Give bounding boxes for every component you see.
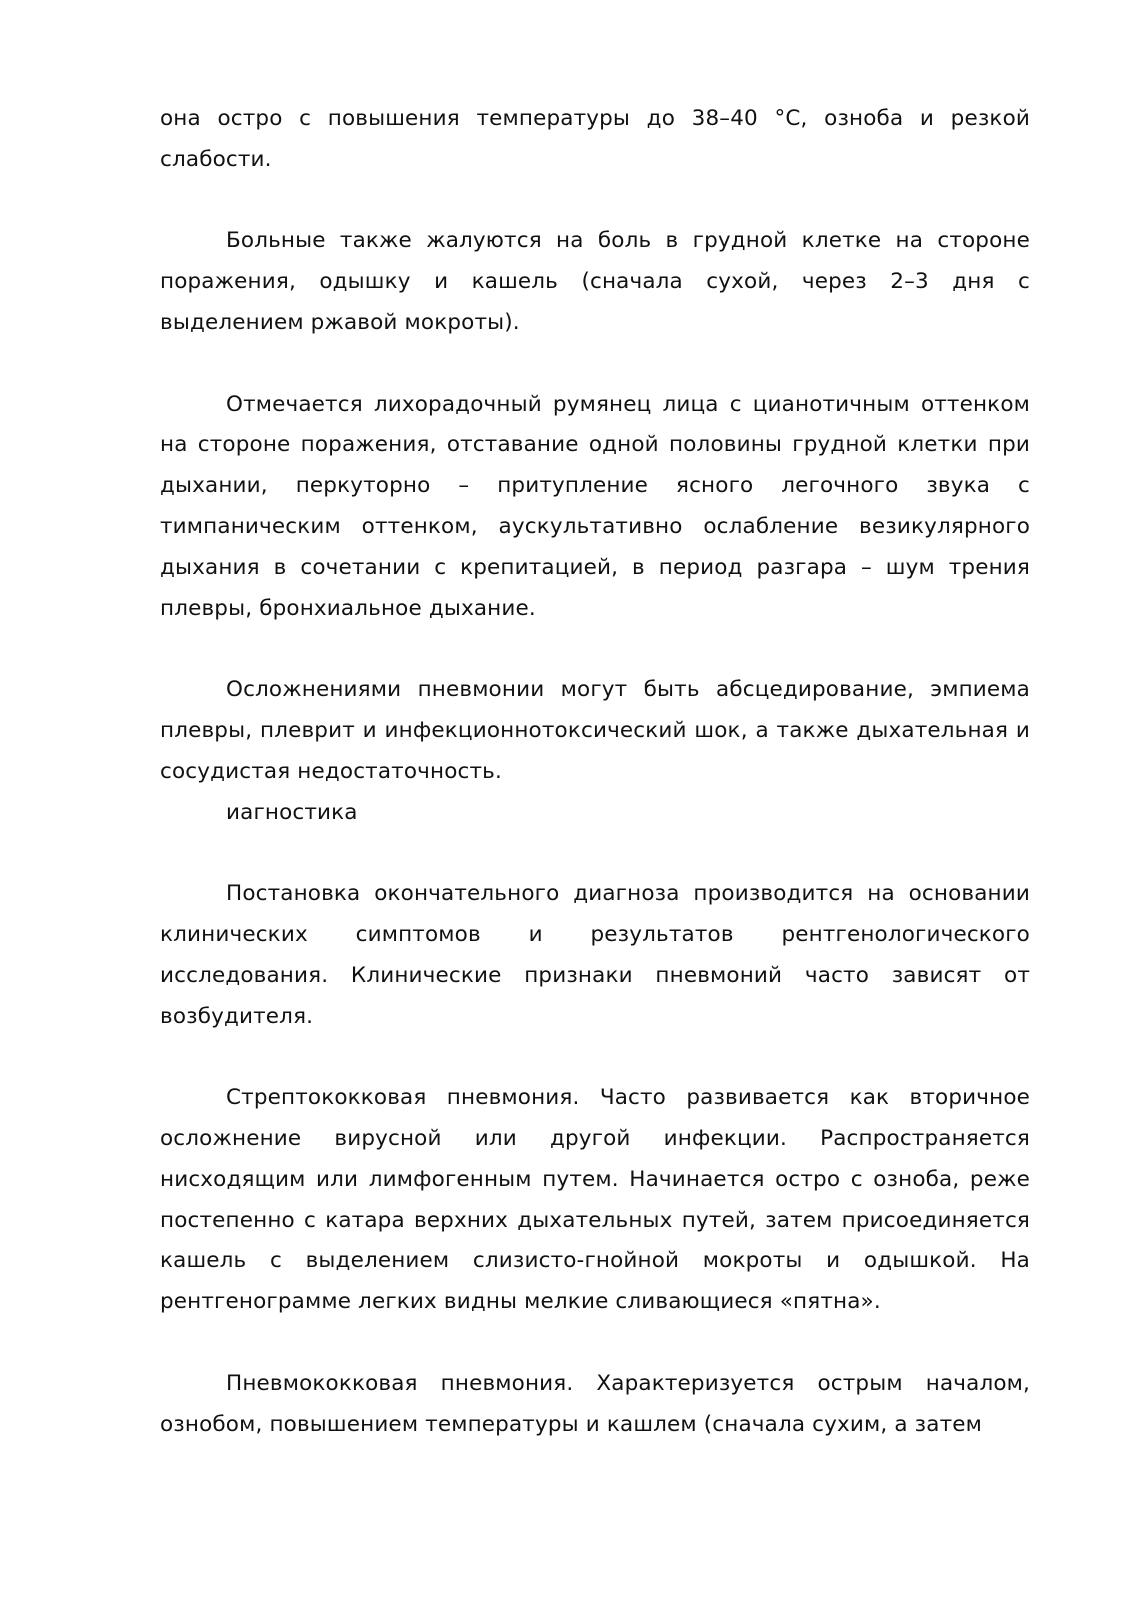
paragraph-gap xyxy=(160,1037,1030,1078)
paragraph-complaints: Больные также жалуются на боль в грудной клетке на стороне поражения, одышку и кашель (сначала сухой, через 2–3 дня с выделением ржавой мокроты). xyxy=(160,228,1030,335)
paragraph-diagnosis: Постановка окончательного диагноза производится на основании клинических симптомов и результатов рентгенологического исследования. Клинические признаки пневмоний часто зависят от возбудителя. xyxy=(160,881,1030,1029)
paragraph-gap xyxy=(160,344,1030,385)
section-heading-diagnostics: иагностика xyxy=(226,799,358,825)
paragraph-gap xyxy=(160,1323,1030,1364)
paragraph-pneumococcal: Пневмококковая пневмония. Характеризуется острым началом, ознобом, повышением температуры и кашлем (сначала сухим, а затем xyxy=(160,1370,1030,1437)
paragraph-gap xyxy=(160,181,1030,222)
paragraph-streptococcal: Стрептококковая пневмония. Часто развивается как вторичное осложнение вирусной или другой инфекции. Распространяется нисходящим или лимфогенным путем. Начинается остро с озноба, реже постепенно с катара верхних дыхательных путей, затем присоединяется кашель с выделением слизисто-гнойной мокроты и одышкой. На рентгенограмме легких видны мелкие сливающиеся «пятна». xyxy=(160,1085,1030,1315)
paragraph-gap xyxy=(160,629,1030,670)
document-page xyxy=(160,99,1030,1445)
paragraph-examination: Отмечается лихорадочный румянец лица с цианотичным оттенком на стороне поражения, отставание одной половины грудной клетки при дыхании, перкуторно – притупление ясного легочного звука с тимпаническим оттенком, аускультативно ослабление везикулярного дыхания в сочетании с крепитацией, в период разгара – шум трения плевры, бронхиальное дыхание. xyxy=(160,391,1030,621)
paragraph-fever-onset: она остро с повышения температуры до 38–40 °С, озноба и резкой слабости. xyxy=(160,106,1030,172)
paragraph-complications: Осложнениями пневмонии могут быть абсцедирование, эмпиема плевры, плеврит и инфекционнотоксический шок, а также дыхательная и сосудистая недостаточность. xyxy=(160,677,1030,784)
paragraph-gap xyxy=(160,833,1030,874)
